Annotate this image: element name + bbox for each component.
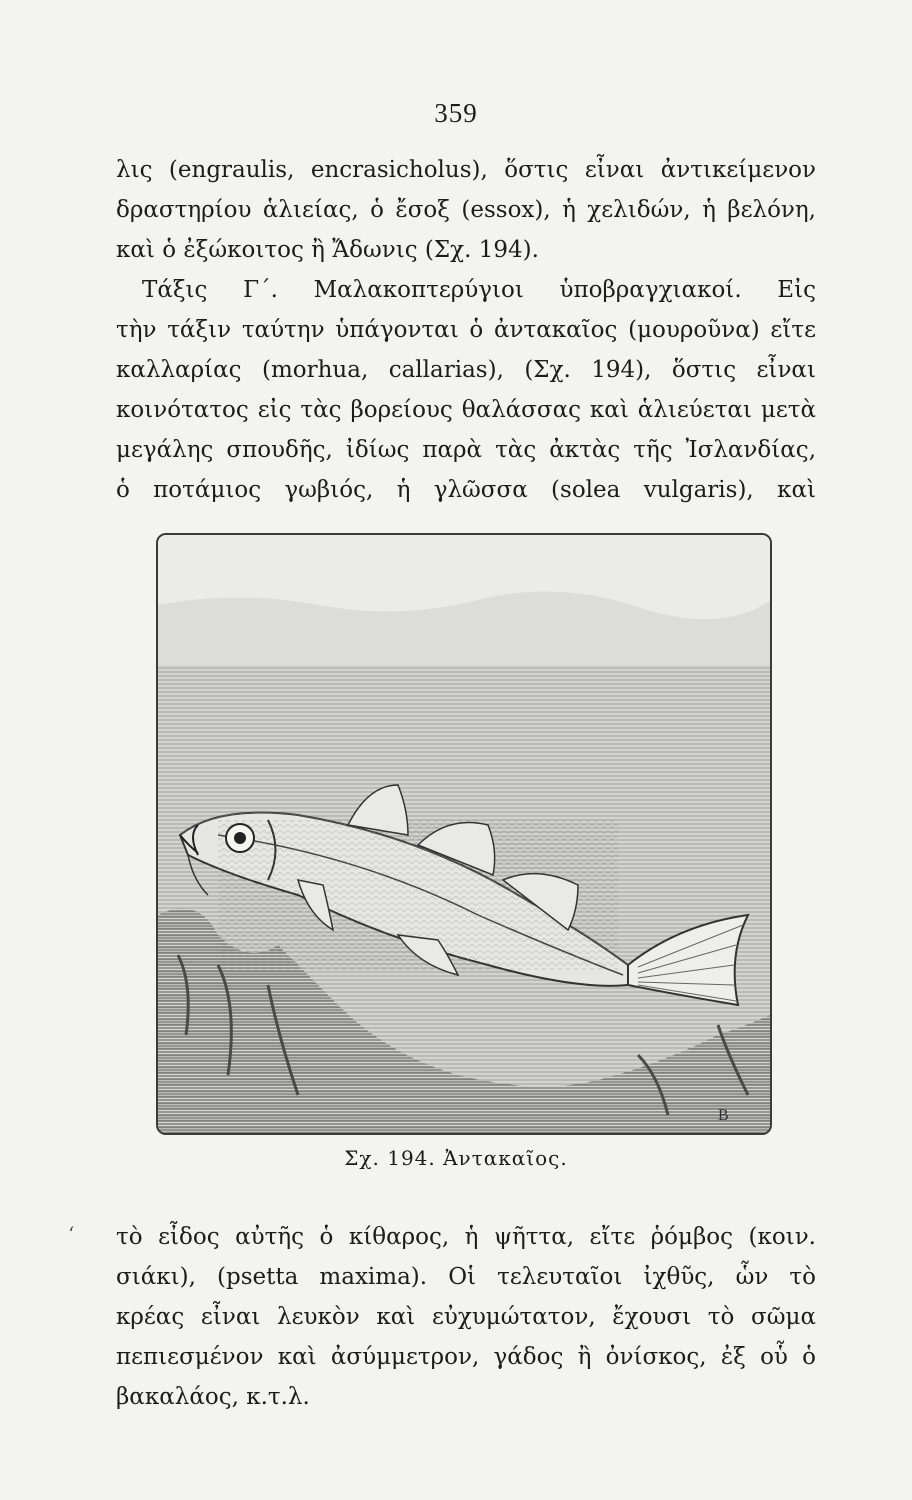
text-line: πεπιεσμένον καὶ ἀσύμμετρον, γάδος ἢ ὀνίσκος, ἐξ οὗ ὁ xyxy=(116,1344,816,1370)
text-line: κοινότατος εἰς τὰς βορείους θαλάσσας καὶ ἁλιεύεται μετὰ xyxy=(116,397,816,423)
text-line: μεγάλης σπουδῆς, ἰδίως παρὰ τὰς ἀκτὰς τῆς Ἰσλανδίας, xyxy=(116,437,816,463)
text-line: λις (engraulis, encrasicholus), ὅστις εἶναι ἀντικείμενον xyxy=(116,157,816,183)
bottom-paragraph xyxy=(116,1217,816,1417)
text-line: βακαλάος, κ.τ.λ. xyxy=(116,1384,310,1410)
engraver-mark: B xyxy=(718,1107,729,1124)
margin-mark: ‘ xyxy=(68,1222,75,1246)
text-line: καὶ ὁ ἐξώκοιτος ἢ Ἄδωνις (Σχ. 194). xyxy=(116,237,539,263)
text-line: κρέας εἶναι λευκὸν καὶ εὐχυμώτατον, ἔχουσι τὸ σῶμα xyxy=(116,1304,816,1330)
text-line: τὸ εἶδος αὐτῆς ὁ κίθαρος, ἡ ψῆττα, εἴτε ῥόμβος (κοιν. xyxy=(116,1224,816,1250)
top-paragraph xyxy=(116,150,816,510)
text-line: Τάξις Γ΄. Μαλακοπτερύγιοι ὑποβραγχιακοί. Εἰς xyxy=(142,277,816,303)
page-number: 359 xyxy=(434,98,478,128)
figure-caption: Σχ. 194. Ἀντακαῖος. xyxy=(344,1146,568,1170)
text-line: καλλαρίας (morhua, callarias), (Σχ. 194), ὅστις εἶναι xyxy=(116,357,816,383)
text-line: ὁ ποτάμιος γωβιός, ἡ γλῶσσα (solea vulgaris), καὶ xyxy=(116,477,816,503)
fish-illustration xyxy=(156,533,772,1135)
text-line: τὴν τάξιν ταύτην ὑπάγονται ὁ ἀντακαῖος (μουροῦνα) εἴτε xyxy=(116,317,816,343)
text-line: σιάκι), (psetta maxima). Οἱ τελευταῖοι ἰχθῦς, ὧν τὸ xyxy=(116,1264,816,1290)
text-line: δραστηρίου ἁλιείας, ὁ ἔσοξ (essox), ἡ χελιδών, ἡ βελόνη, xyxy=(116,197,816,223)
